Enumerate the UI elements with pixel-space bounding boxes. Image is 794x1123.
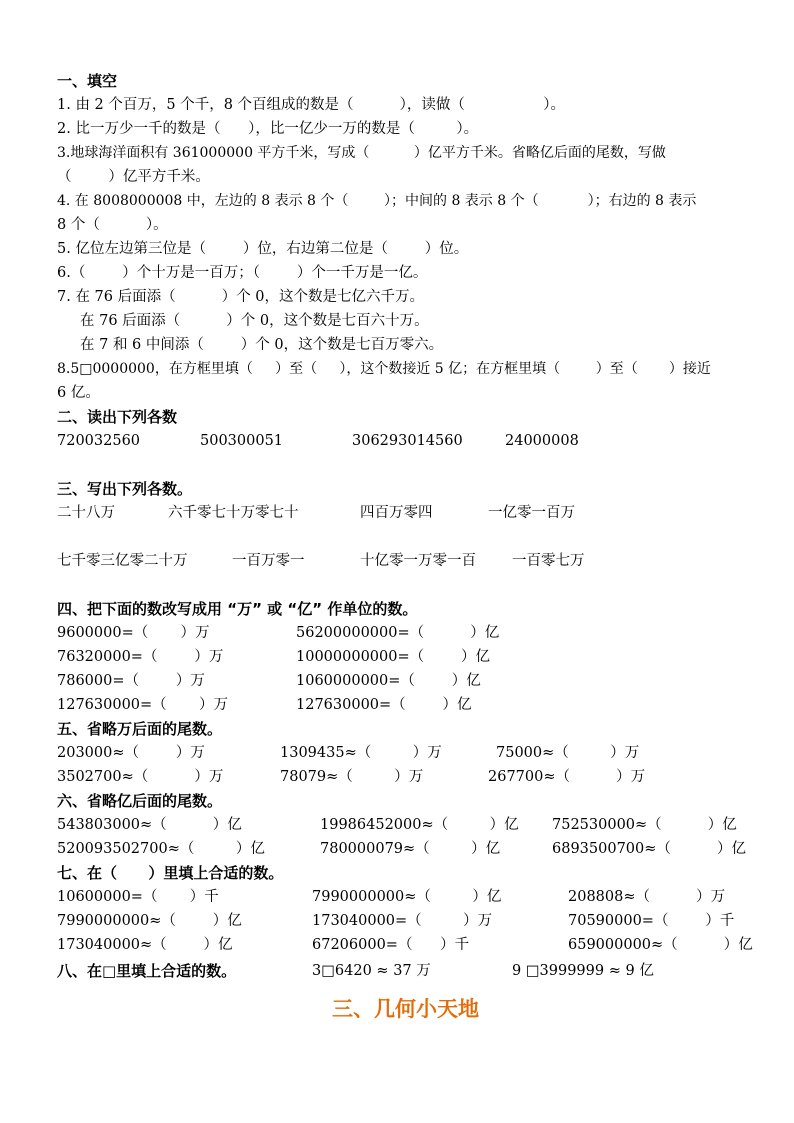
section-3-heading: 三、写出下列各数。 [57, 480, 193, 498]
word-number: 四百万零四 [360, 505, 433, 521]
fill-item: 70590000=（ ）千 [568, 913, 735, 929]
fill-item: 7990000000≈（ ）亿 [312, 889, 502, 905]
rounding-item: 19986452000≈（ ）亿 [320, 817, 519, 833]
section-8-heading: 八、在□里填上合适的数。 [57, 962, 237, 980]
rounding-item: 780000079≈（ ）亿 [320, 841, 501, 857]
conversion-item: 786000=（ ）万 [57, 673, 205, 689]
question-1: 1. 由 2 个百万，5 个千，8 个百组成的数是（ ），读做（ ）。 [57, 97, 566, 113]
conversion-item: 127630000=（ ）万 [57, 697, 228, 713]
word-number: 十亿零一万零一百 [360, 553, 476, 569]
fill-item: 7990000000≈（ ）亿 [57, 913, 242, 929]
rounding-item: 752530000≈（ ）亿 [552, 817, 737, 833]
number-item: 306293014560 [352, 433, 463, 449]
fill-item: 173040000≈（ ）亿 [57, 937, 233, 953]
section-5-heading: 五、省略万后面的尾数。 [57, 720, 223, 738]
question-7-line-1: 7. 在 76 后面添（ ）个 0，这个数是七亿六千万。 [57, 289, 425, 305]
fill-item: 67206000=（ ）千 [312, 937, 470, 953]
estimate-expression: 3□6420 ≈ 37 万 [312, 963, 431, 979]
question-4-line-2: 8 个（ ）。 [57, 217, 168, 233]
question-3-line-2: （ ）亿平方千米。 [57, 169, 210, 185]
fill-item: 173040000=（ ）万 [312, 913, 493, 929]
word-number: 一百零七万 [512, 553, 585, 569]
rounding-item: 6893500700≈（ ）亿 [552, 841, 746, 857]
conversion-item: 127630000=（ ）亿 [296, 697, 472, 713]
rounding-item: 75000≈（ ）万 [496, 745, 640, 761]
question-7-line-2: 在 76 后面添（ ）个 0，这个数是七百六十万。 [80, 313, 429, 329]
rounding-item: 78079≈（ ）万 [280, 769, 424, 785]
question-5: 5. 亿位左边第三位是（ ）位，右边第二位是（ ）位。 [57, 241, 469, 257]
fill-item: 208808≈（ ）万 [568, 889, 726, 905]
section-4-heading: 四、把下面的数改写成用 “万” 或 “亿” 作单位的数。 [57, 600, 418, 618]
question-3-line-1: 3.地球海洋面积有 361000000 平方千米，写成（ ）亿平方千米。省略亿后面的尾数，写做 [57, 145, 666, 161]
rounding-item: 520093502700≈（ ）亿 [57, 841, 265, 857]
geometry-section-title: 三、几何小天地 [332, 997, 479, 1021]
rounding-item: 267700≈（ ）万 [488, 769, 646, 785]
rounding-item: 203000≈（ ）万 [57, 745, 205, 761]
word-number: 一亿零一百万 [488, 505, 575, 521]
conversion-item: 76320000=（ ）万 [57, 649, 224, 665]
estimate-expression: 9 □3999999 ≈ 9 亿 [512, 963, 654, 979]
question-8-line-2: 6 亿。 [57, 385, 100, 401]
section-2-heading: 二、读出下列各数 [57, 408, 178, 426]
conversion-item: 10000000000=（ ）亿 [296, 649, 491, 665]
question-7-line-3: 在 7 和 6 中间添（ ）个 0，这个数是七百万零六。 [80, 337, 444, 353]
conversion-item: 1060000000=（ ）亿 [296, 673, 481, 689]
question-4-line-1: 4. 在 8008000008 中，左边的 8 表示 8 个（ ）；中间的 8 表示 8 个（ ）；右边的 8 表示 [57, 193, 697, 209]
word-number: 二十八万 [57, 505, 115, 521]
number-item: 24000008 [505, 433, 579, 449]
rounding-item: 1309435≈（ ）万 [280, 745, 442, 761]
word-number: 六千零七十万零七十 [168, 505, 299, 521]
word-number: 一百万零一 [232, 553, 305, 569]
rounding-item: 543803000≈（ ）亿 [57, 817, 242, 833]
section-1-heading: 一、填空 [57, 72, 118, 90]
conversion-item: 9600000=（ ）万 [57, 625, 210, 641]
section-6-heading: 六、省略亿后面的尾数。 [57, 792, 223, 810]
question-6: 6.（ ）个十万是一百万；（ ）个一千万是一亿。 [57, 265, 428, 281]
fill-item: 10600000=（ ）千 [57, 889, 219, 905]
word-number: 七千零三亿零二十万 [57, 553, 188, 569]
section-7-heading: 七、在（ ）里填上合适的数。 [57, 864, 284, 882]
question-2: 2. 比一万少一千的数是（ ），比一亿少一万的数是（ ）。 [57, 121, 479, 137]
fill-item: 659000000≈（ ）亿 [568, 937, 753, 953]
conversion-item: 56200000000=（ ）亿 [296, 625, 500, 641]
number-item: 500300051 [200, 433, 284, 449]
question-8-line-1: 8.5□0000000，在方框里填（ ）至（ ），这个数接近 5 亿；在方框里填（ ）至（ ）接近 [57, 361, 711, 377]
number-item: 720032560 [57, 433, 141, 449]
rounding-item: 3502700≈（ ）万 [57, 769, 224, 785]
